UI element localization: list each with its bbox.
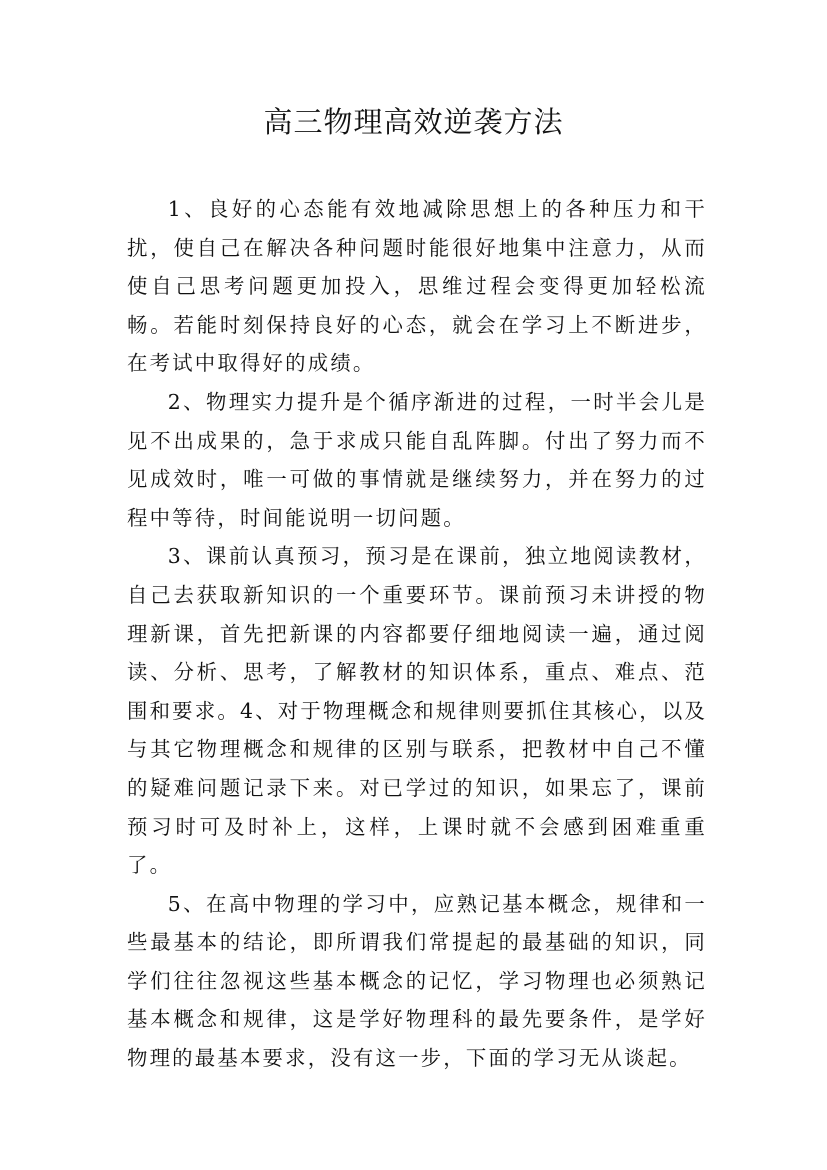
document-body <box>127 190 707 1078</box>
paragraph-4: 5、在高中物理的学习中，应熟记基本概念，规律和一些最基本的结论，即所谓我们常提起的最基础的知识，同学们往往忽视这些基本概念的记忆，学习物理也必须熟记基本概念和规律，这是学好物理科的最先要条件，是学好物理的最基本要求，没有这一步，下面的学习无从谈起。 <box>127 891 707 1071</box>
paragraph-3: 3、课前认真预习，预习是在课前，独立地阅读教材，自己去获取新知识的一个重要环节。课前预习未讲授的物理新课，首先把新课的内容都要仔细地阅读一遍，通过阅读、分析、思考，了解教材的知识体系，重点、难点、范围和要求。4、对于物理概念和规律则要抓住其核心，以及与其它物理概念和规律的区别与联系，把教材中自己不懂的疑难问题记录下来。对已学过的知识，如果忘了，课前预习时可及时补上，这样，上课时就不会感到困难重重了。 <box>127 544 707 878</box>
paragraph-2: 2、物理实力提升是个循序渐进的过程，一时半会儿是见不出成果的，急于求成只能自乱阵脚。付出了努力而不见成效时，唯一可做的事情就是继续努力，并在努力的过程中等待，时间能说明一切问题。 <box>127 389 707 530</box>
paragraph-1: 1、良好的心态能有效地减除思想上的各种压力和干扰，使自己在解决各种问题时能很好地集中注意力，从而使自己思考问题更加投入，思维过程会变得更加轻松流畅。若能时刻保持良好的心态，就会在学习上不断进步，在考试中取得好的成绩。 <box>127 197 707 376</box>
document-title: 高三物理高效逆袭方法 <box>263 105 564 139</box>
